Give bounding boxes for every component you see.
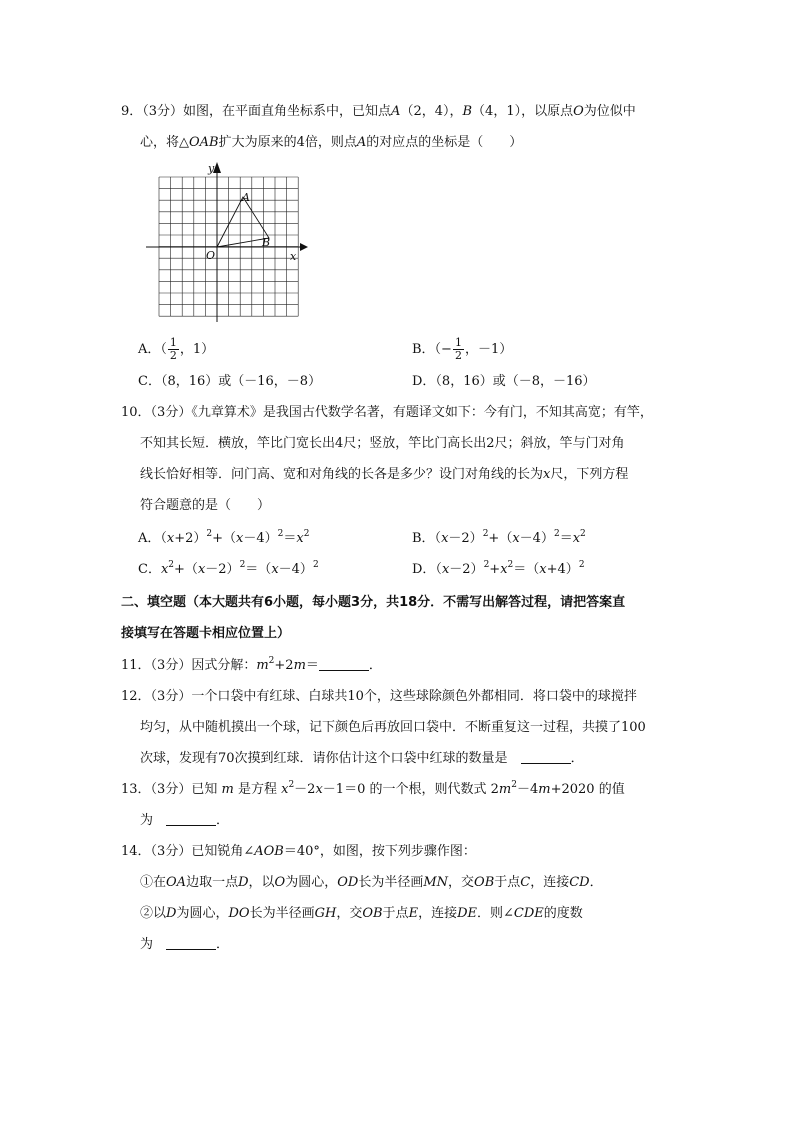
- origin-label: O: [206, 249, 216, 262]
- q10-line4: 符合题意的是（ ）: [140, 498, 271, 513]
- answer-blank[interactable]: [166, 936, 216, 950]
- q13-line2: 为 ．: [140, 813, 230, 828]
- q10-line1: 10．（3分）《九章算术》是我国古代数学名著，有题译文如下：今有门，不知其高宽；有竿，: [121, 405, 653, 420]
- section-heading-line1: 二、填空题（本大题共有6小题，每小题3分，共18分．不需写出解答过程，请把答案直: [121, 595, 626, 610]
- q14-line-last: 为 ．: [140, 937, 230, 952]
- y-axis-label: y: [208, 162, 215, 175]
- answer-blank[interactable]: [166, 812, 216, 826]
- q10-option-d: D．$(x-2)^2+x^2=(x+4)^2$: [412, 560, 585, 577]
- q13-line1: 13．（3分）已知 m 是方程 $x^2-2x-1=0$ 的一个根，则代数式 $2m^2-4m+2020$ 的值: [121, 780, 625, 797]
- q14-step1: ①在OA边取一点D，以O为圆心，OD长为半径画MN，交OB于点C，连接CD．: [140, 875, 603, 890]
- q9-option-b: B．（− $\frac{1}{2}$ ，－1）: [412, 336, 513, 362]
- coordinate-grid-figure: [138, 160, 308, 325]
- q9-line1: 9．（3分）如图，在平面直角坐标系中，已知点A（2，4），B（4，1），以原点O为位似中: [121, 104, 636, 119]
- section-heading-line2: 接填写在答题卡相应位置上）: [121, 626, 291, 641]
- q10-option-b: B．$(x-2)^2+(x-4)^2=x^2$: [412, 529, 586, 546]
- answer-blank[interactable]: [521, 750, 571, 764]
- q10-line2: 不知其长短．横放，竿比门宽长出4尺；竖放，竿比门高长出2尺；斜放，竿与门对角: [140, 436, 625, 451]
- q12-line2: 均匀，从中随机摸出一个球，记下颜色后再放回口袋中．不断重复这一过程，共摸了100: [140, 720, 646, 735]
- point-b-label: B: [262, 236, 271, 249]
- q9-option-a: A．（ $\frac{1}{2}$ ，1）: [138, 336, 215, 362]
- q9-line2: 心，将△OAB扩大为原来的4倍，则点A的对应点的坐标是（ ）: [140, 135, 523, 150]
- fraction-half: $\frac{1}{2}$: [454, 336, 462, 362]
- q11-line: 11．（3分）因式分解：$m^2+2m=$ ．: [121, 656, 382, 673]
- q10-option-a: A．$(x+2)^2+(x-4)^2=x^2$: [138, 529, 310, 546]
- q10-option-c: C．$x^2+(x-2)^2=(x-4)^2$: [138, 560, 319, 577]
- point-a-label: A: [242, 191, 250, 204]
- x-axis-arrow: [300, 243, 308, 251]
- q12-line1: 12．（3分）一个口袋中有红球、白球共10个，这些球除颜色外都相同．将口袋中的球搅拌: [121, 689, 637, 704]
- q14-step2: ②以D为圆心，DO长为半径画GH，交OB于点E，连接DE．则∠CDE的度数: [140, 906, 583, 921]
- q10-line3: 线长恰好相等．问门高、宽和对角线的长各是多少？设门对角线的长为x尺，下列方程: [140, 467, 629, 482]
- fraction-half: $\frac{1}{2}$: [169, 336, 177, 362]
- q12-line3: 次球，发现有70次摸到红球．请你估计这个口袋中红球的数量是 ．: [140, 751, 584, 766]
- x-axis-label: x: [290, 250, 297, 263]
- q9-option-d: D．（8，16）或（－8，－16）: [412, 374, 596, 389]
- q9-option-c: C．（8，16）或（－16，－8）: [138, 374, 322, 389]
- q14-line1: 14．（3分）已知锐角∠AOB＝40°，如图，按下列步骤作图：: [121, 844, 476, 859]
- answer-blank[interactable]: [319, 657, 369, 671]
